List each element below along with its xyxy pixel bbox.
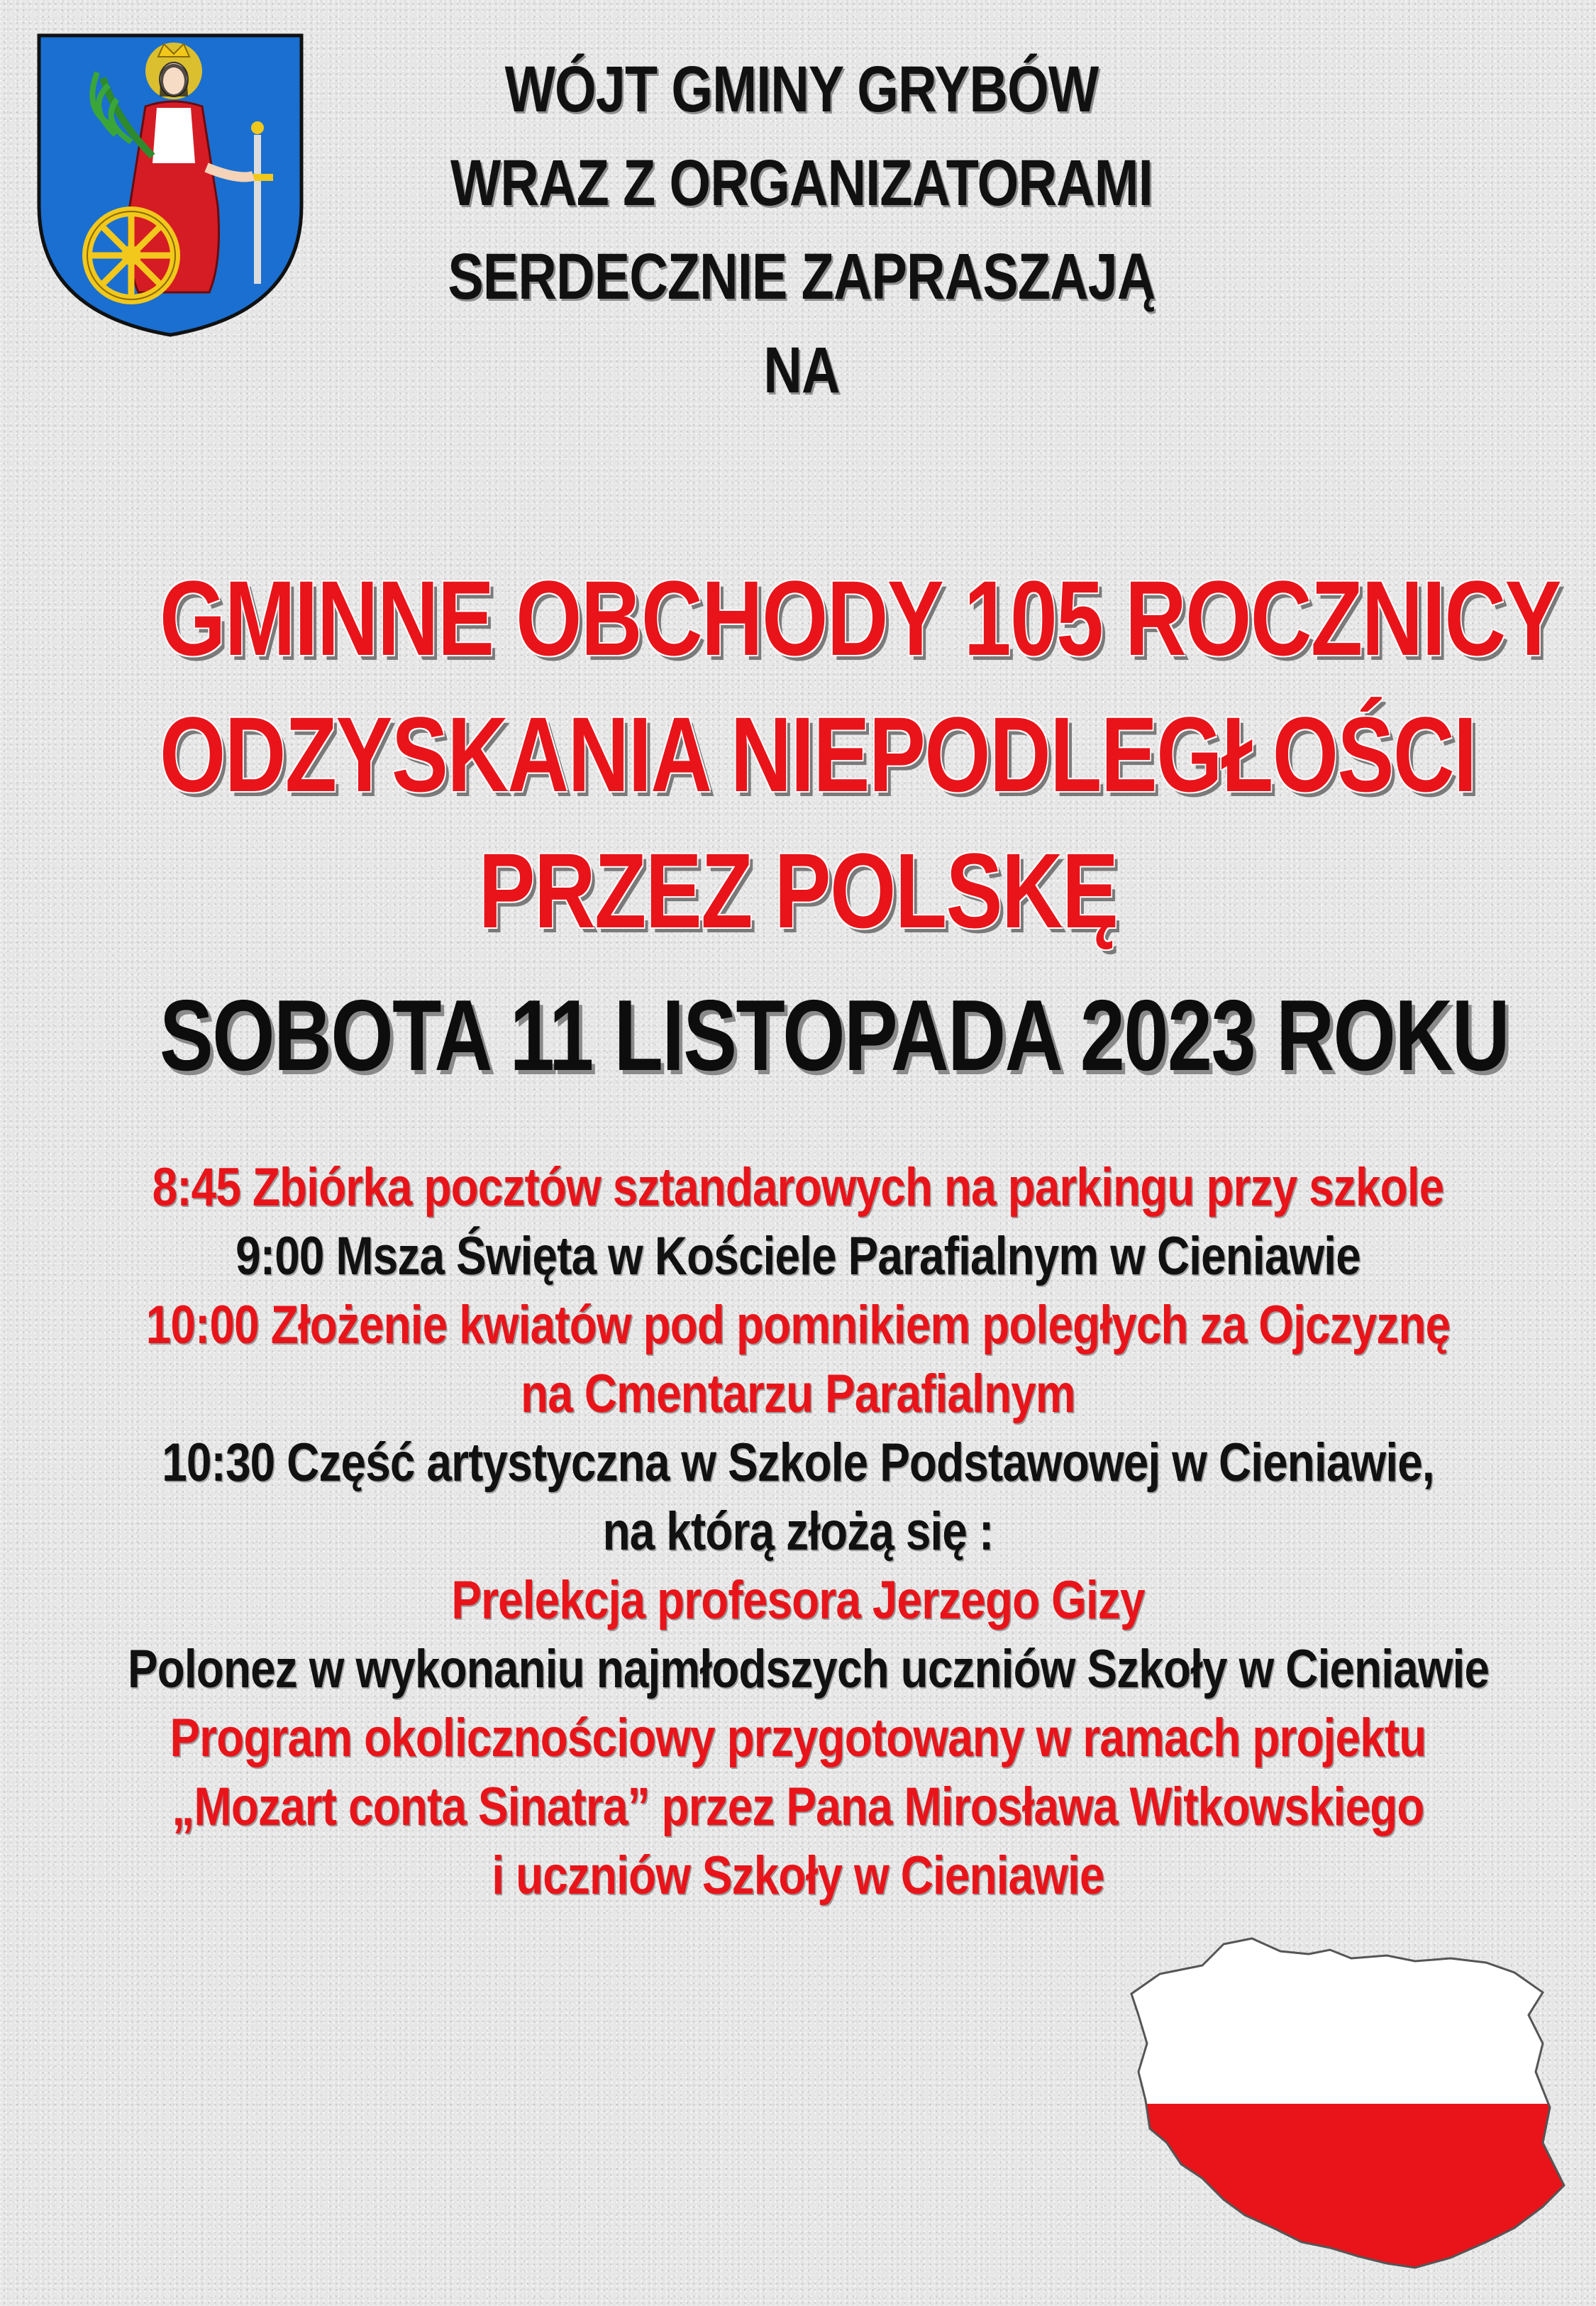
poland-flag-map-icon bbox=[1117, 1930, 1571, 2285]
program-item: na którą złożą się : bbox=[602, 1501, 994, 1562]
program-item: 10:30 Część artystyczna w Szkole Podstawowej w Cieniawie, bbox=[162, 1433, 1434, 1493]
coat-of-arms-icon bbox=[32, 28, 309, 341]
header-line: NA bbox=[763, 334, 840, 407]
program-item: „Mozart conta Sinatra” przez Pana Mirosława Witkowskiego bbox=[172, 1777, 1424, 1837]
title-line: ODZYSKANIA NIEPODLEGŁOŚCI bbox=[160, 695, 1476, 814]
title-line: PRZEZ POLSKĘ bbox=[478, 831, 1118, 950]
program-item: i uczniów Szkoły w Cieniawie bbox=[492, 1846, 1104, 1906]
program-item: na Cmentarzu Parafialnym bbox=[521, 1364, 1075, 1424]
program-item: Polonez w wykonaniu najmłodszych uczniów Szkoły w Cieniawie bbox=[128, 1639, 1490, 1699]
header-line: WÓJT GMINY GRYBÓW bbox=[504, 53, 1099, 126]
program-item: 10:00 Złożenie kwiatów pod pomnikiem poległych za Ojczyznę bbox=[145, 1295, 1451, 1355]
program-item: 8:45 Zbiórka pocztów sztandarowych na parkingu przy szkole bbox=[152, 1157, 1444, 1218]
header-line: SERDECZNIE ZAPRASZAJĄ bbox=[448, 241, 1156, 313]
program-item: Program okolicznościowy przygotowany w ramach projektu bbox=[170, 1708, 1426, 1768]
event-program bbox=[0, 1153, 1596, 1910]
title-line: GMINNE OBCHODY 105 ROCZNICY bbox=[160, 558, 1561, 678]
organizer-header bbox=[312, 43, 1291, 417]
event-title bbox=[0, 550, 1596, 959]
program-item: Prelekcja profesora Jerzego Gizy bbox=[451, 1570, 1145, 1631]
event-date: SOBOTA 11 LISTOPADA 2023 ROKU bbox=[160, 979, 1509, 1092]
header-line: WRAZ Z ORGANIZATORAMI bbox=[450, 147, 1153, 219]
program-item: 9:00 Msza Święta w Kościele Parafialnym w Cieniawie bbox=[235, 1226, 1361, 1286]
